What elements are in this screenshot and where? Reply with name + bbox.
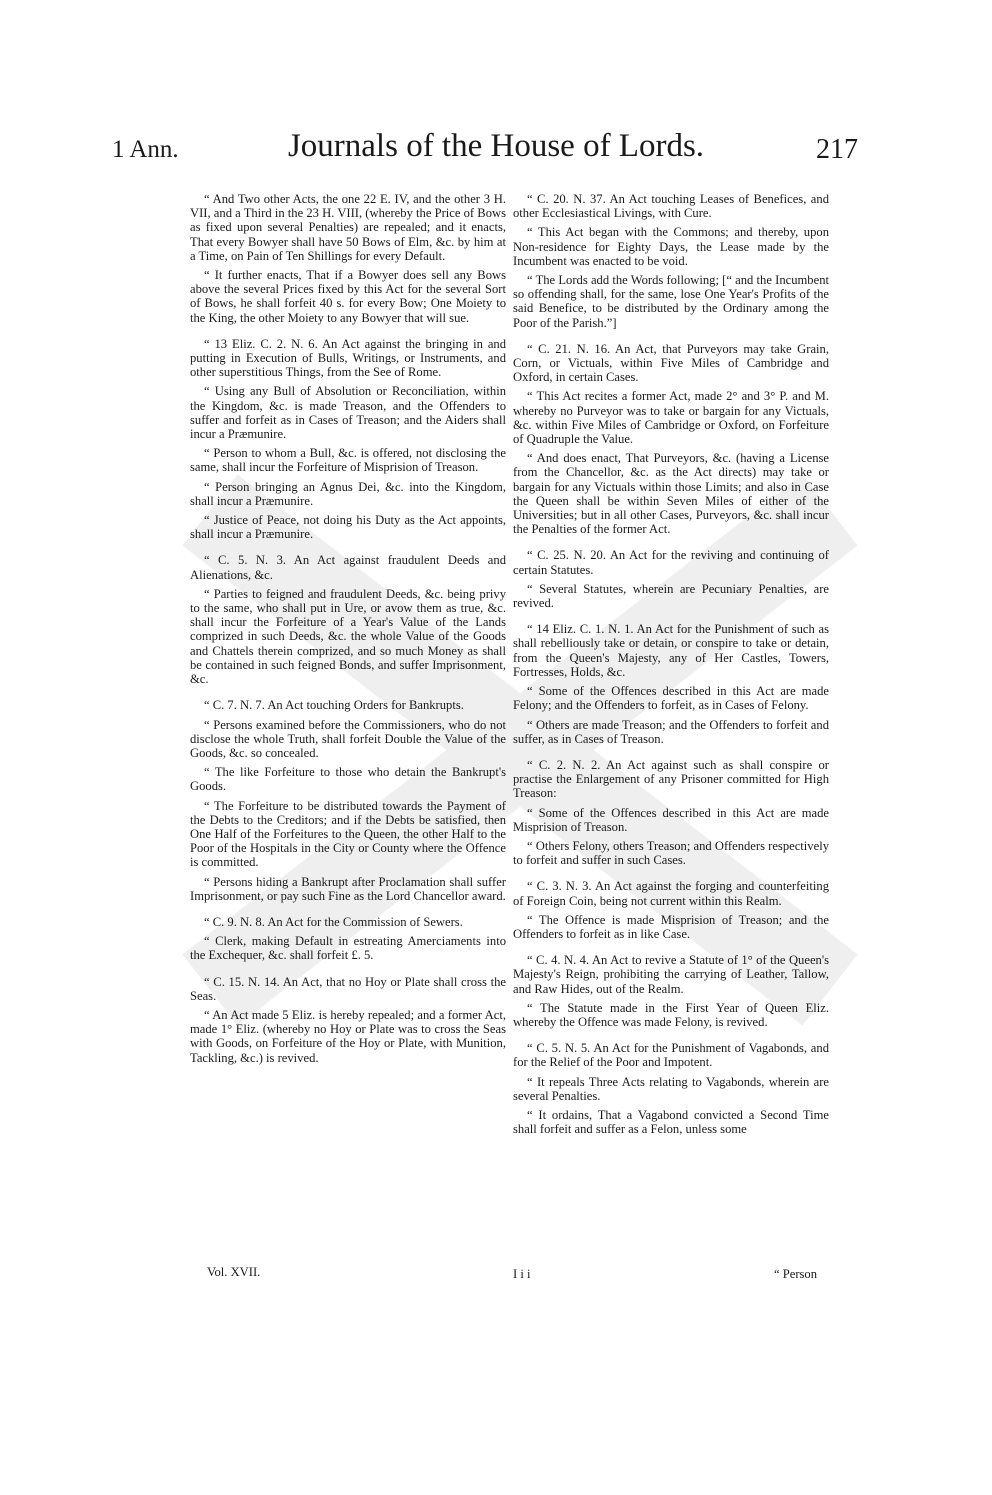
paragraph: “ C. 5. N. 3. An Act against fraudulent Deeds and Alienations, &c. bbox=[190, 553, 506, 582]
page-header bbox=[0, 126, 992, 176]
paragraph: “ Some of the Offences described in this Act are made Felony; and the Offenders to forfeit, as in Cases of Felony. bbox=[513, 684, 829, 713]
paragraph: “ Persons hiding a Bankrupt after Proclamation shall suffer Imprisonment, or pay such Fine as the Lord Chancellor award. bbox=[190, 874, 506, 903]
paragraph: “ The Forfeiture to be distributed towards the Payment of the Debts to the Creditors; and if the Debts be satisfied, then One Half of the Forfeitures to the Queen, the other Half to the Poor of the Hospitals in the City or County where the Offence is committed. bbox=[190, 798, 506, 870]
paragraph: “ An Act made 5 Eliz. is hereby repealed; and a former Act, made 1° Eliz. (whereby no Hoy or Plate was to cross the Seas with Goods, on Forfeiture of the Hoy or Plate, with Munition, Tackling, &c.) is revived. bbox=[190, 1007, 506, 1065]
signature-mark: I i i bbox=[513, 1267, 531, 1281]
paragraph: “ This Act recites a former Act, made 2° and 3° P. and M. whereby no Purveyor was to take or bargain for any Victuals, &c. within Five Miles of Cambridge or Oxford, on Forfeiture of Quadruple the Value. bbox=[513, 389, 829, 447]
paragraph: “ C. 20. N. 37. An Act touching Leases of Benefices, and other Ecclesiastical Livings, with Cure. bbox=[513, 192, 829, 221]
running-head-title: Journals of the House of Lords. bbox=[287, 128, 705, 164]
volume-label: Vol. XVII. bbox=[207, 1265, 261, 1279]
paragraph: “ 14 Eliz. C. 1. N. 1. An Act for the Punishment of such as shall rebelliously take or detain, or conspire to take or detain, from the Queen's Majesty, any of Her Castles, Towers, Fortresses, Holds, &c. bbox=[513, 622, 829, 679]
paragraph: “ Justice of Peace, not doing his Duty as the Act appoints, shall incur a Præmunire. bbox=[190, 513, 506, 542]
paragraph: “ It further enacts, That if a Bowyer does sell any Bows above the several Prices fixed by this Act for the several Sort of Bows, he shall forfeit 40 s. for every Bow; One Moiety to the King, the other Moiety to any Bowyer that will sue. bbox=[190, 268, 506, 325]
paragraph: “ The Offence is made Misprision of Treason; and the Offenders to forfeit as in like Case. bbox=[513, 912, 829, 941]
paragraph: “ It ordains, That a Vagabond convicted a Second Time shall forfeit and suffer as a Felon, unless some bbox=[513, 1107, 829, 1137]
paragraph: “ Clerk, making Default in estreating Amerciaments into the Exchequer, &c. shall forfeit £. 5. bbox=[190, 934, 506, 963]
paragraph: “ It repeals Three Acts relating to Vagabonds, wherein are several Penalties. bbox=[513, 1074, 829, 1103]
paragraph: “ Others are made Treason; and the Offenders to forfeit and suffer, as in Cases of Treason. bbox=[513, 717, 829, 746]
paragraph: “ This Act began with the Commons; and thereby, upon Non-residence for Eighty Days, the Lease made by the Incumbent was enacted to be void. bbox=[513, 225, 829, 268]
running-head-regnal-year: 1 Ann. bbox=[112, 136, 179, 163]
catchword: “ Person bbox=[774, 1267, 818, 1281]
paragraph: “ Others Felony, others Treason; and Offenders respectively to forfeit and suffer in such Cases. bbox=[513, 838, 829, 868]
paragraph: “ 13 Eliz. C. 2. N. 6. An Act against the bringing in and putting in Execution of Bulls, Writings, or Instruments, and other superstitious Things, from the See of Rome. bbox=[190, 336, 506, 380]
paragraph: “ C. 7. N. 7. An Act touching Orders for Bankrupts. bbox=[204, 698, 464, 713]
paragraph: “ Several Statutes, wherein are Pecuniary Penalties, are revived. bbox=[513, 581, 829, 611]
paragraph: “ C. 15. N. 14. An Act, that no Hoy or Plate shall cross the Seas. bbox=[190, 974, 506, 1003]
page-number: 217 bbox=[816, 134, 858, 165]
paragraph: “ Person to whom a Bull, &c. is offered, not disclosing the same, shall incur the Forfeiture of Misprision of Treason. bbox=[190, 446, 506, 475]
paragraph: “ Person bringing an Agnus Dei, &c. into the Kingdom, shall incur a Præmunire. bbox=[190, 479, 506, 508]
paragraph: “ The like Forfeiture to those who detain the Bankrupt's Goods. bbox=[190, 765, 506, 794]
paragraph: “ C. 25. N. 20. An Act for the reviving and continuing of certain Statutes. bbox=[513, 548, 829, 577]
paragraph: “ Some of the Offences described in this Act are made Misprision of Treason. bbox=[513, 805, 829, 834]
paragraph: “ C. 21. N. 16. An Act, that Purveyors may take Grain, Corn, or Victuals, within Five Miles of Cambridge and Oxford, in certain Cases. bbox=[513, 341, 829, 385]
left-column bbox=[190, 192, 506, 1070]
paragraph: “ Using any Bull of Absolution or Reconciliation, within the Kingdom, &c. is made Treason, and the Offenders to suffer and forfeit as in Cases of Treason; and the Aiders shall incur a Præmunire. bbox=[190, 384, 506, 442]
paragraph: “ C. 9. N. 8. An Act for the Commission of Sewers. bbox=[204, 914, 463, 929]
paragraph: “ The Lords add the Words following; [“ and the Incumbent so offending shall, for the same, lose One Year's Profits of the said Benefice, to be distributed by the Ordinary among the Poor of the Parish.”] bbox=[513, 273, 829, 330]
paragraph: “ C. 2. N. 2. An Act against such as shall conspire or practise the Enlargement of any Prisoner committed for High Treason: bbox=[513, 757, 829, 801]
paragraph: “ Parties to feigned and fraudulent Deeds, &c. being privy to the same, who shall put in Ure, or avow them as true, &c. shall incur the Forfeiture of a Year's Value of the Lands comprized in such Deeds, &c. the whole Value of the Goods and Chattels therein comprized, and so much Money as shall be contained in such feigned Bonds, and suffer Imprisonment, &c. bbox=[190, 586, 506, 687]
paragraph: “ And Two other Acts, the one 22 E. IV, and the other 3 H. VII, and a Third in the 23 H. VIII, (whereby the Price of Bows as fixed upon several Penalties) are repealed; and it enacts, That every Bowyer shall have 50 Bows of Elm, &c. by him at a Time, on Pain of Ten Shillings for every Default. bbox=[190, 192, 506, 263]
paragraph: “ And does enact, That Purveyors, &c. (having a License from the Chancellor, &c. as the Act directs) may take or bargain for any Victuals within those Limits; and also in Case the Queen shall be within Seven Miles of either of the Universities; but in all other Cases, Purveyors, &c. shall incur the Penalties of the former Act. bbox=[513, 451, 829, 537]
paragraph: “ C. 3. N. 3. An Act against the forging and counterfeiting of Foreign Coin, being not current within this Realm. bbox=[513, 879, 829, 908]
paragraph: “ The Statute made in the First Year of Queen Eliz. whereby the Offence was made Felony, is revived. bbox=[513, 1000, 829, 1029]
right-column bbox=[513, 192, 829, 1141]
paragraph: “ Persons examined before the Commissioners, who do not disclose the whole Truth, shall forfeit Double the Value of the Goods, &c. so concealed. bbox=[190, 717, 506, 760]
paragraph: “ C. 4. N. 4. An Act to revive a Statute of 1° of the Queen's Majesty's Reign, prohibiting the carrying of Leather, Tallow, and Raw Hides, out of the Realm. bbox=[513, 953, 829, 996]
paragraph: “ C. 5. N. 5. An Act for the Punishment of Vagabonds, and for the Relief of the Poor and Impotent. bbox=[513, 1041, 829, 1070]
